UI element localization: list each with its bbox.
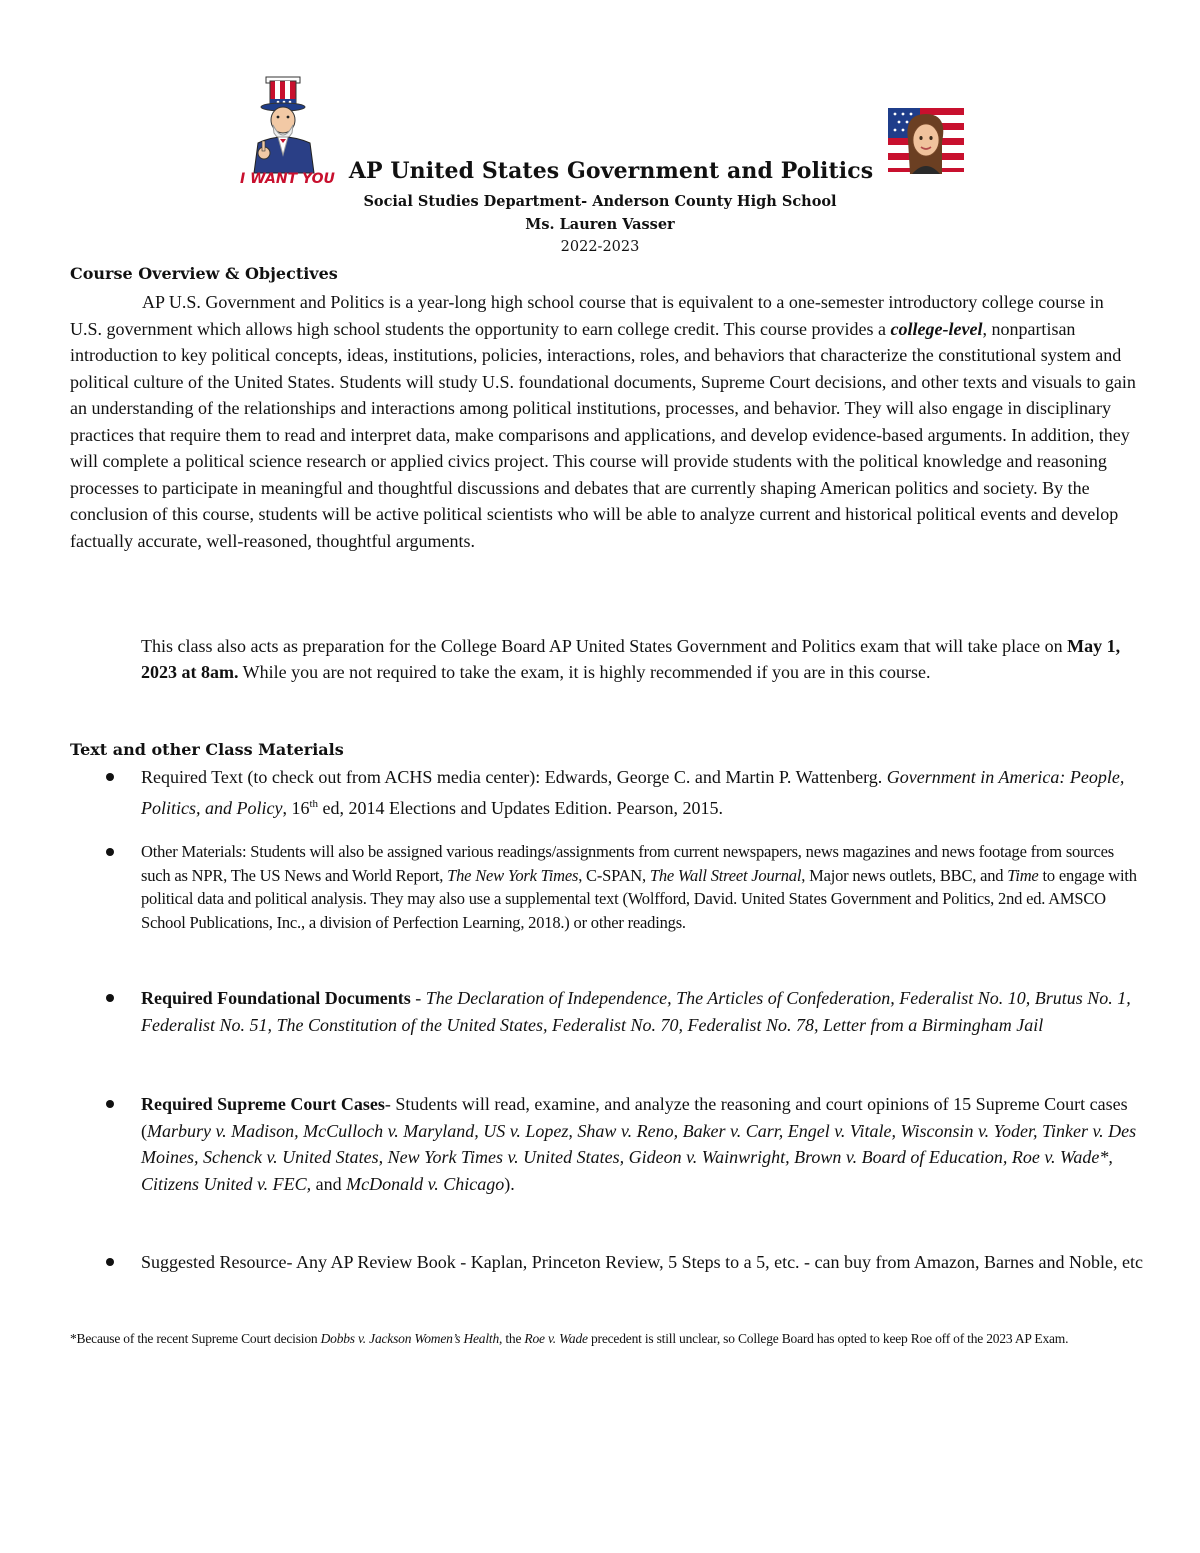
exam-date: May 1, 2023 at 8am. xyxy=(141,636,1121,682)
required-text-source: Required Text (to check out from ACHS media center): Edwards, George C. and Martin P. Wattenberg. xyxy=(141,767,887,787)
bullet-dot xyxy=(106,1100,114,1108)
footnote-case-dobbs: Dobbs v. Jackson Women’s Health xyxy=(320,1331,499,1346)
bullet-dot xyxy=(106,848,114,856)
list-item-supreme-court-cases xyxy=(106,1091,1146,1197)
list-item-suggested-resource xyxy=(106,1249,1146,1276)
overview-paragraph xyxy=(70,289,1140,554)
foundational-documents-item xyxy=(141,985,1146,1038)
overview-text-2: , nonpartisan introduction to key political concepts, ideas, institutions, policies, interactions, roles, and behaviors that characterize the constitutional system and political culture of the United States. Students will study U.S. foundational documents, Supreme Court decisions, and other texts and visuals to gain an understanding of the relationships and interactions among political institutions, processes, and behavior. They will also engage in disciplinary practices that require them to read and interpret data, make comparisons and applications, and develop evidence-based arguments. In addition, they will complete a political science research or applied civics project. This course will provide students with the political knowledge and reasoning processes to participate in meaningful and thoughtful discussions and debates that are currently shaping American politics and society. By the conclusion of this course, students will be active political scientists who will be able to analyze current and historical political events and develop factually accurate, well-reasoned, thoughtful arguments. xyxy=(70,318,1136,551)
teacher-name: Ms. Lauren Vasser xyxy=(525,216,675,233)
bullet-dot xyxy=(106,773,114,781)
other-materials-text-4: to engage with political data and political analysis. They may also use a supplemental text (Wolfford, David. United States Government and Politics, 2nd ed. AMSCO School Publications, Inc., a division of Perfection Learning, 2018.) or other readings. xyxy=(141,865,1137,932)
foundational-documents-list: The Declaration of Independence, The Articles of Confederation, Federalist No. 10, Brutus No. 1, Federalist No. 51, The Constitution of the United States, Federalist No. 70, Federalist No. 78, Letter from a Birmingham Jail xyxy=(141,988,1131,1035)
edition-details: ed, 2014 Elections and Updates Edition. Pearson, 2015. xyxy=(318,797,723,818)
bullet-dot xyxy=(106,994,114,1002)
supreme-court-cases-end: ). xyxy=(504,1173,515,1194)
exam-paragraph xyxy=(141,633,1141,685)
exam-text-2: While you are not required to take the exam, it is highly recommended if you are in this course. xyxy=(238,662,931,682)
list-item-required-text xyxy=(106,764,1146,821)
supreme-court-cases-last: McDonald v. Chicago xyxy=(346,1173,505,1194)
footnote xyxy=(70,1326,1130,1352)
supreme-court-cases-item xyxy=(141,1091,1146,1197)
foundational-documents-separator: - xyxy=(410,988,426,1008)
other-materials-text-1: Other Materials: Students will also be assigned various readings/assignments from current newspapers, news magazines and news footage from sources such as NPR, The US News and World Report, xyxy=(141,842,1114,885)
bullet-dot xyxy=(106,1258,114,1266)
overview-text-1: AP U.S. Government and Politics is a year-long high school course that is equivalent to a one-semester introductory college course in U.S. government which allows high school students the opportunity to earn college credit. This course provides a xyxy=(70,292,1104,339)
list-item-foundational-documents xyxy=(106,985,1146,1038)
other-materials-text-3: , Major news outlets, BBC, and xyxy=(801,865,1008,885)
supreme-court-cases-and: and xyxy=(311,1173,347,1194)
wsj-title: The Wall Street Journal xyxy=(649,865,802,885)
suggested-resource-item: Suggested Resource- Any AP Review Book - Kaplan, Princeton Review, 5 Steps to a 5, etc. - can buy from Amazon, Barnes and Noble, etc xyxy=(141,1252,1143,1272)
footnote-text-3: precedent is still unclear, so College Board has opted to keep Roe off of the 2023 AP Exam. xyxy=(587,1331,1069,1346)
supreme-court-cases-list: Marbury v. Madison, McCulloch v. Maryland, US v. Lopez, Shaw v. Reno, Baker v. Carr, Engel v. Vitale, Wisconsin v. Yoder, Tinker v. Des Moines, Schenck v. United States, New York Times v. United States, Gideon v. Wainwright, Brown v. Board of Education, Roe v. Wade*, Citizens United v. FEC, xyxy=(141,1120,1137,1194)
materials-heading: Text and other Class Materials xyxy=(70,740,344,759)
other-materials-text-2: , C-SPAN, xyxy=(578,865,650,885)
edition-number: , 16 xyxy=(282,797,310,818)
footnote-case-roe: Roe v. Wade xyxy=(524,1331,588,1346)
required-text-item xyxy=(141,764,1146,821)
department-line: Social Studies Department- Anderson County High School xyxy=(363,193,837,210)
supreme-court-cases-label: Required Supreme Court Cases xyxy=(141,1094,385,1114)
foundational-documents-label: Required Foundational Documents xyxy=(141,988,411,1008)
list-item-other-materials xyxy=(106,840,1146,934)
exam-text-1: This class also acts as preparation for the College Board AP United States Government and Politics exam that will take place on xyxy=(141,636,1068,656)
footnote-text-2: , the xyxy=(499,1331,525,1346)
supreme-court-cases-intro: - Students will read, examine, and analyze the reasoning and court opinions of 15 Supreme Court cases ( xyxy=(141,1094,1128,1141)
other-materials-item xyxy=(141,840,1146,934)
textbook-title: Government in America: People, Politics, and Policy xyxy=(141,767,1125,818)
page-title: AP United States Government and Politics xyxy=(348,158,874,184)
overview-heading: Course Overview & Objectives xyxy=(70,264,338,283)
time-title: Time xyxy=(1007,865,1039,885)
nyt-title: The New York Times xyxy=(447,865,579,885)
college-level-emphasis: college-level xyxy=(890,318,983,339)
uncle-sam-caption: I WANT YOU xyxy=(240,171,335,187)
footnote-text-1: *Because of the recent Supreme Court decision xyxy=(70,1331,321,1346)
edition-suffix: th xyxy=(309,797,319,810)
school-year: 2022-2023 xyxy=(560,239,640,255)
